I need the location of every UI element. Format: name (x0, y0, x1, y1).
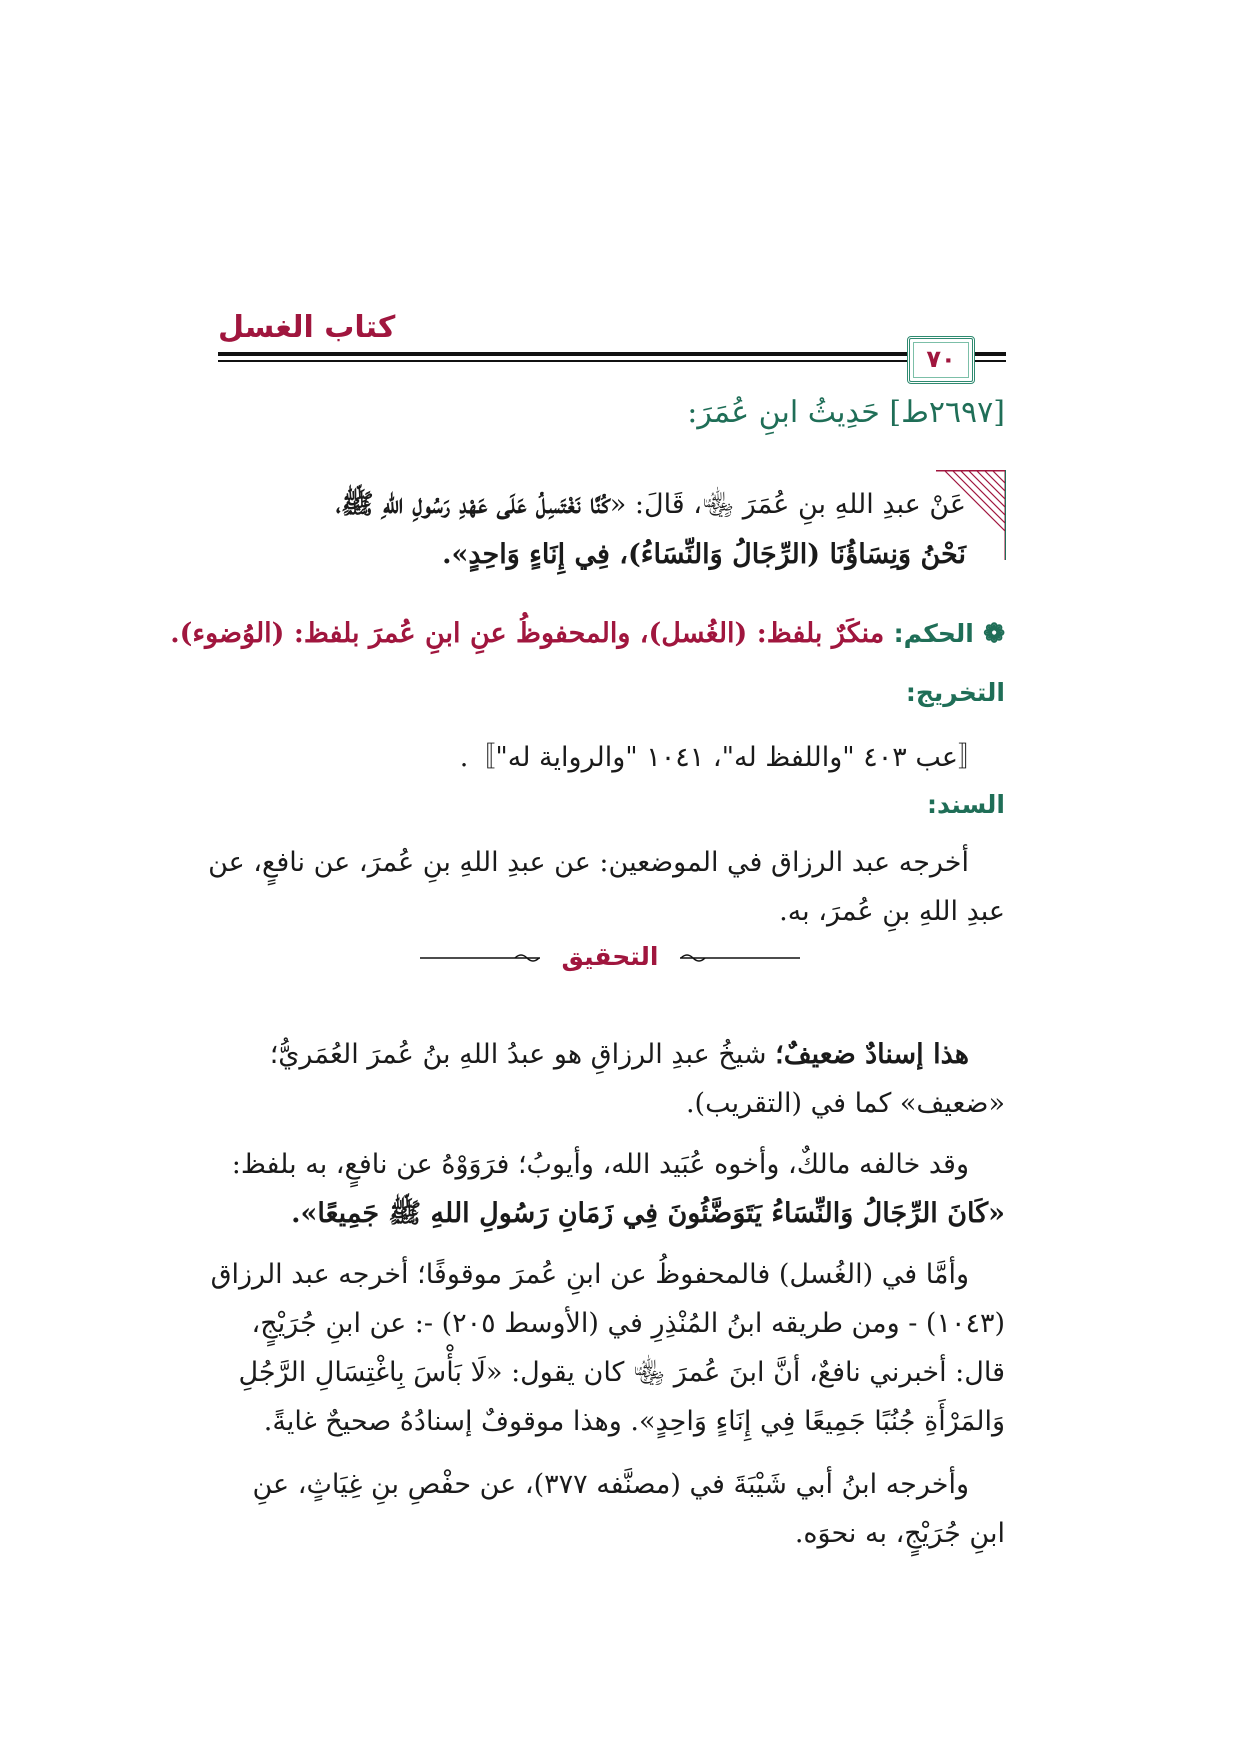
tahqiq-p3-line-1: وأمَّا في (الغُسل) فالمحفوظُ عن ابنِ عُمرَ موقوفًا؛ أخرجه عبد الرزاق (210, 1259, 969, 1290)
hadith-matn-1: كُنَّا نَغْتَسِلُ عَلَى عَهْدِ رَسُولِ اللهِ ﷺ، (335, 489, 610, 520)
tahqiq-p3-line-2: (١٠٤٣) - ومن طريقه ابنُ المُنْذِرِ في (الأوسط ٢٠٥) -: عن ابنِ جُرَيْجٍ، (251, 1308, 1005, 1339)
tahqiq-p1-line-1 (215, 1030, 1005, 1079)
sanad-line-1: أخرجه عبد الرزاق في الموضعين: عن عبدِ اللهِ بنِ عُمرَ، عن نافعٍ، عن (208, 847, 969, 878)
page-number: ٧٠ (926, 345, 956, 373)
tahqiq-p2-line-1: وقد خالفه مالكٌ، وأخوه عُبَيد الله، وأيوبُ؛ فرَوَوْهُ عن نافعٍ، به بلفظ: (231, 1149, 969, 1180)
ruling-text: منكَرٌ بلفظ: (الغُسل)، والمحفوظُ عنِ ابنِ عُمرَ بلفظ: (الوُضوء). (170, 618, 885, 649)
tahqiq-heading: التحقيق (561, 942, 659, 971)
sanad-heading: السند: (926, 790, 1005, 819)
header-rule-thin (218, 360, 1006, 362)
hadith-line-1 (226, 480, 966, 530)
sanad-line-2: عبدِ اللهِ بنِ عُمرَ، به. (779, 896, 1005, 927)
tahqiq-p4-line-1: وأخرجه ابنُ أبي شَيْبَةَ في (مصنَّفه ٣٧٧)، عن حفْصِ بنِ غِيَاثٍ، عنِ (252, 1469, 969, 1500)
flower-icon: ❁ (983, 619, 1005, 649)
tahqiq-divider (420, 938, 800, 978)
book-title: كتاب الغسل (218, 310, 396, 345)
sanad-paragraph (208, 838, 1005, 936)
hadith-title-text: حَدِيثُ ابنِ عُمَرَ: (687, 395, 880, 430)
hadith-narration-intro: عَنْ عبدِ اللهِ بنِ عُمَرَ ﵄، قَالَ: « (609, 489, 966, 520)
hadith-title (687, 395, 1005, 430)
takhrij-text: 〚عب ٤٠٣ "واللفظ له"، ١٠٤١ "والرواية له"〛. (459, 742, 985, 773)
tahqiq-paragraph-3 (210, 1250, 1005, 1446)
hadith-id: [٢٦٩٧ط] (889, 395, 1005, 430)
takhrij-heading: التخريج: (905, 678, 1005, 707)
ruling-label: الحكم: (893, 619, 974, 648)
hadith-text (226, 480, 966, 580)
tahqiq-p1-line-2: «ضعيف» كما في (التقريب). (685, 1088, 1005, 1119)
hadith-box (218, 470, 1006, 590)
isnad-reason: شيخُ عبدِ الرزاقِ هو عبدُ اللهِ بنُ عُمرَ العُمَريُّ؛ (269, 1039, 776, 1070)
tahqiq-p3-line-3: قال: أخبرني نافعٌ، أنَّ ابنَ عُمرَ ﵄ كان يقول: «لَا بَأْسَ بِاغْتِسَالِ الرَّجُلِ (238, 1357, 1005, 1388)
tahqiq-paragraph-1 (215, 1030, 1005, 1128)
tahqiq-p2-line-2: «كَانَ الرِّجَالُ وَالنِّسَاءُ يَتَوَضَّئُونَ فِي زَمَانِ رَسُولِ اللهِ ﷺ جَمِيعًا». (291, 1198, 1005, 1229)
ruling (170, 618, 1005, 649)
tahqiq-p3-line-4: وَالمَرْأَةِ جُنُبًا جَمِيعًا فِي إِنَاءٍ وَاحِدٍ». وهذا موقوفٌ إسنادُهُ صحيحٌ غايةً. (263, 1406, 1005, 1437)
page-number-frame (907, 336, 975, 384)
tahqiq-p4-line-2: ابنِ جُرَيْجٍ، به نحوَه. (794, 1518, 1005, 1549)
tahqiq-paragraph-4 (215, 1460, 1005, 1558)
header-rule-thick (218, 352, 1006, 356)
hadith-matn-2: نَحْنُ وَنِسَاؤُنَا (الرِّجَالُ وَالنِّسَاءُ)، فِي إِنَاءٍ وَاحِدٍ». (442, 539, 966, 570)
isnad-verdict: هذا إسنادٌ ضعيفٌ؛ (775, 1039, 969, 1070)
tahqiq-paragraph-2 (215, 1140, 1005, 1238)
